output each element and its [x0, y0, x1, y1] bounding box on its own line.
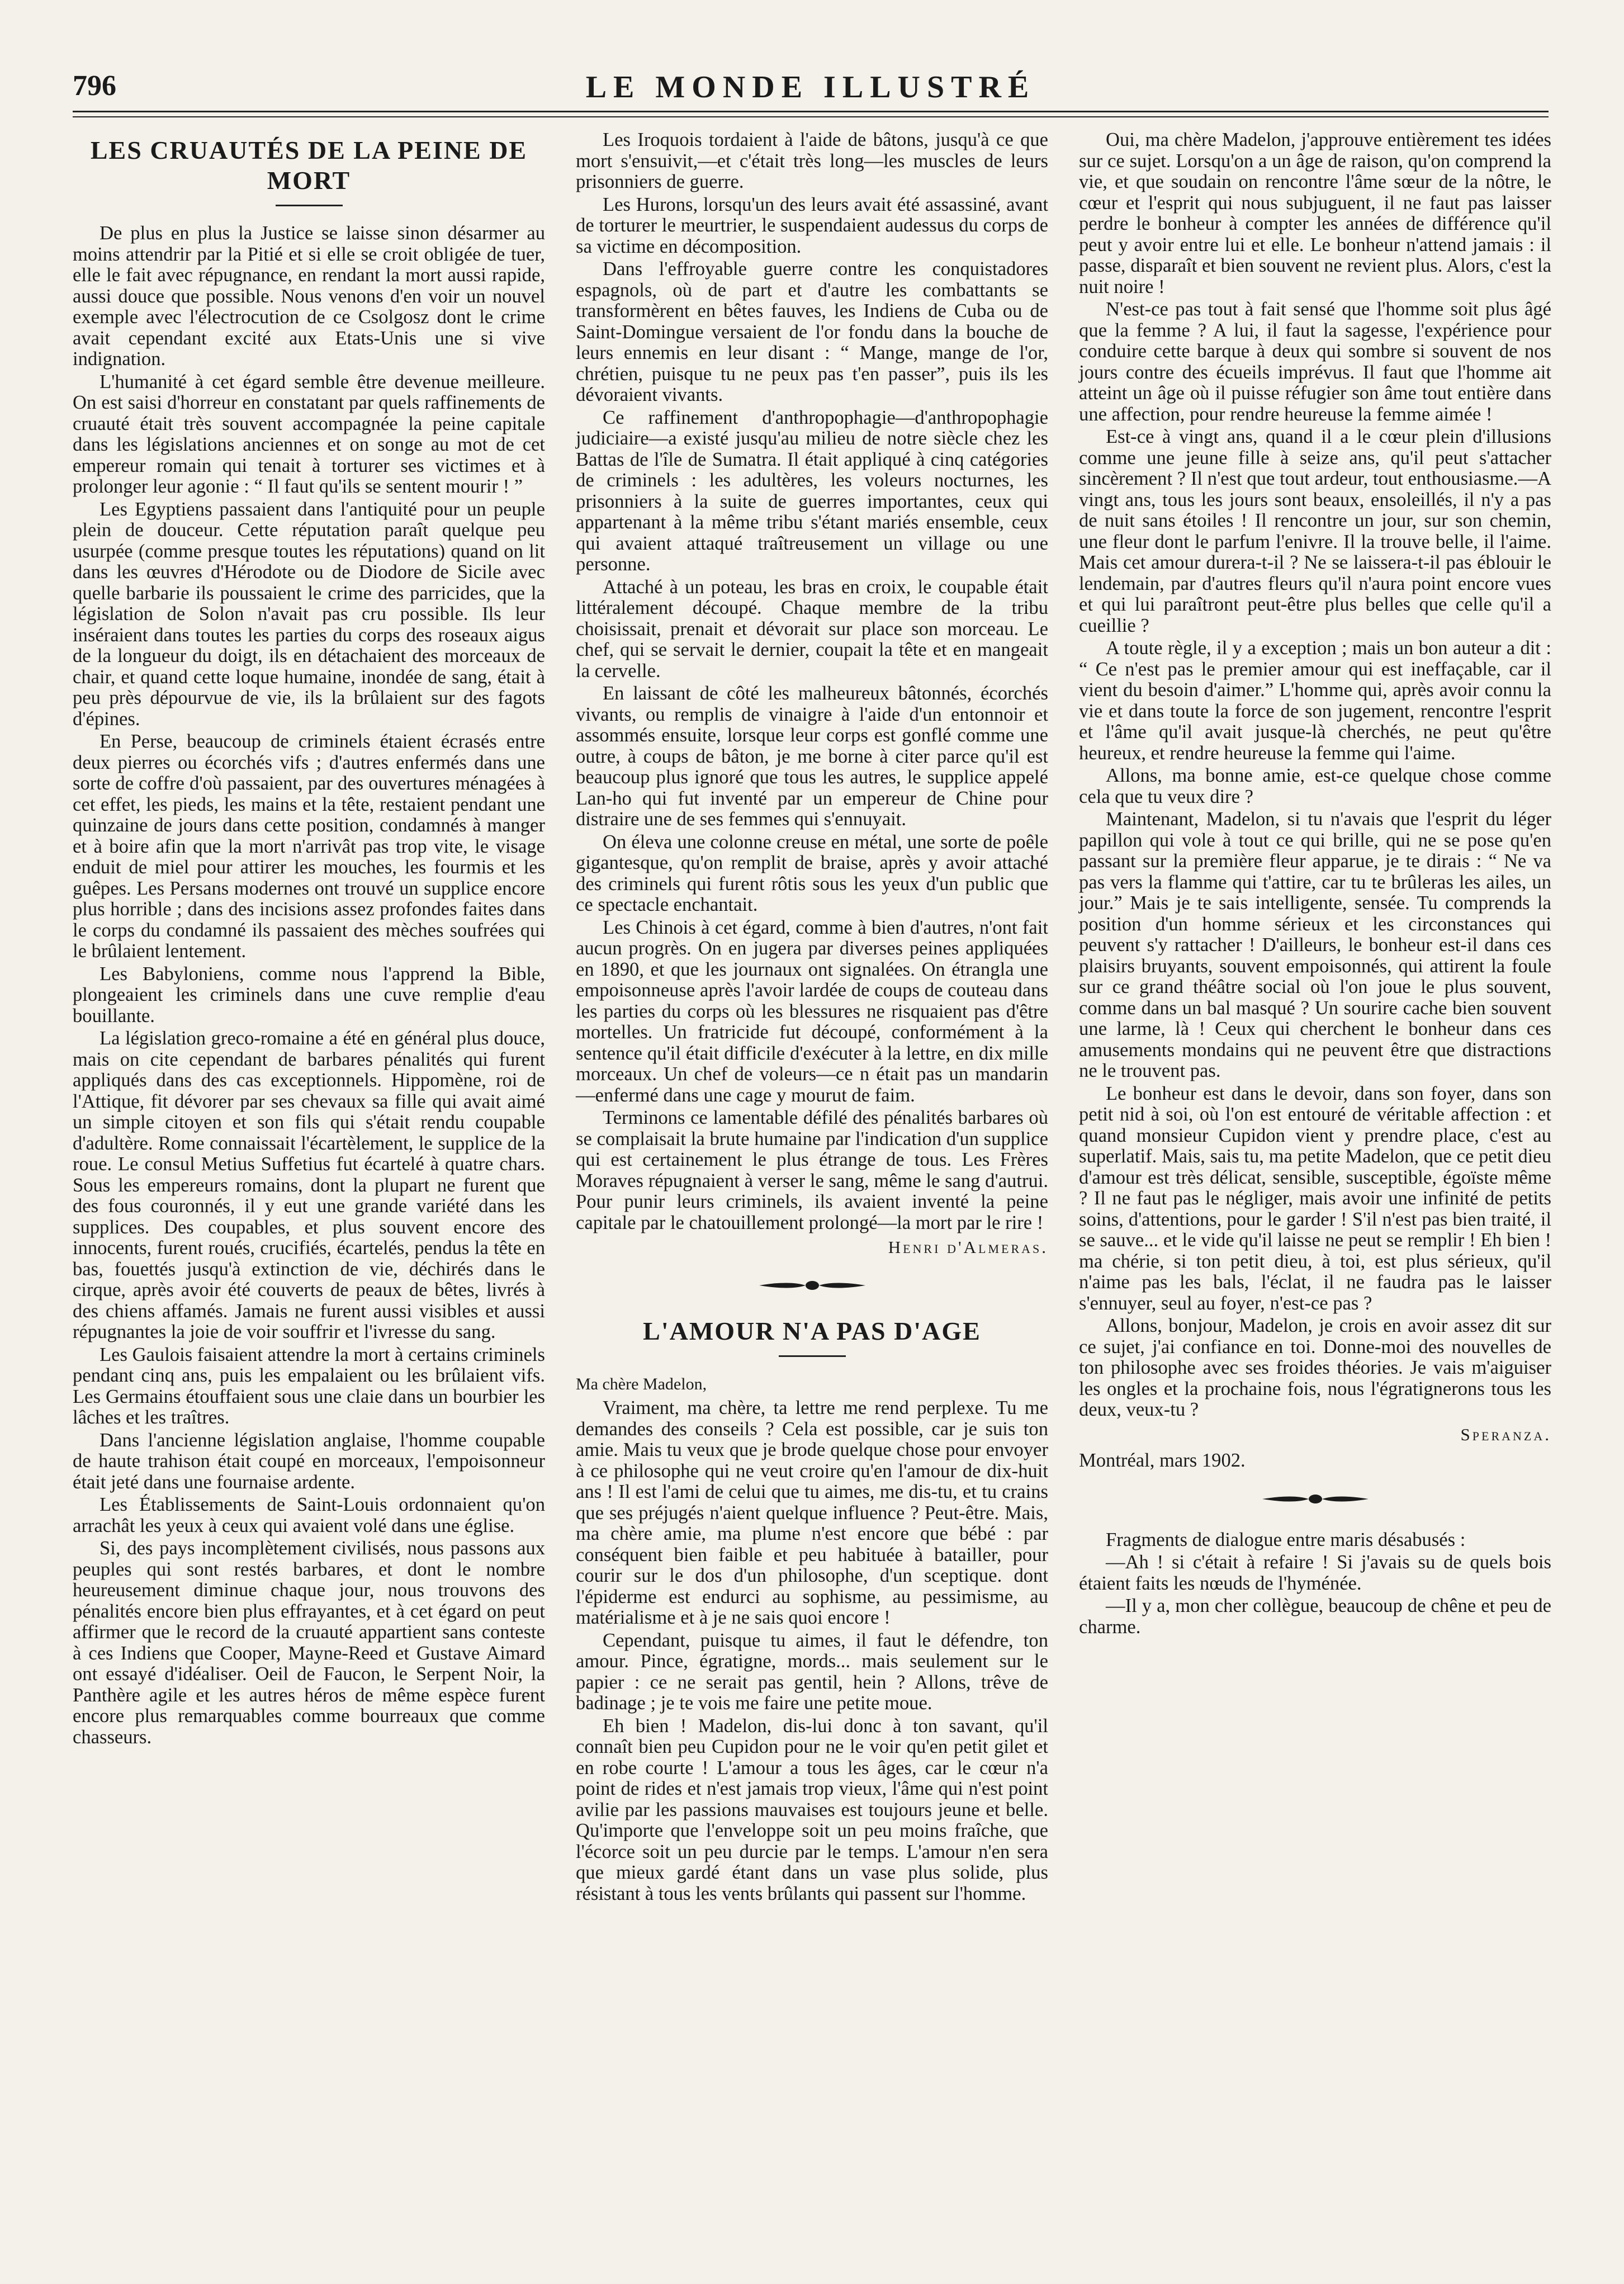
paragraph: Fragments de dialogue entre maris désabusés : — [1106, 1529, 1466, 1550]
column-1 — [73, 130, 545, 1749]
paragraph: —Il y a, mon cher collègue, beaucoup de chêne et peu de charme. — [1079, 1595, 1551, 1638]
title-rule — [276, 205, 343, 206]
paragraph: La législation greco-romaine a été en général plus douce, mais on cite cependant de barbares pénalités qui furent appliqués dans des cas exceptionnels. Hippomène, roi de l'Attique, fit dévorer par ses chevaux sa fille qui avait aimé un simple citoyen et son fils qui s'était rendu coupable d'adultère. Rome connaissait l'écartèlement, le supplice de la roue. Le consul Metius Suffetius fut écartelé à quatre chars. Sous les empereurs romains, dont la plupart ne furent que des fous couronnés, il y eut une grande variété dans les supplices. Des coupables, et plus souvent encore des innocents, furent roués, crucifiés, écartelés, pendus la tête en bas, fouettés jusqu'à extinction de vie, déchirés dans le cirque, après avoir été couverts de peaux de bêtes, livrés à des chiens affamés. Jamais ne furent aussi visibles et aussi répugnantes la joie de voir souffrir et l'ivresse du sang. — [73, 1028, 545, 1342]
paragraph: On éleva une colonne creuse en métal, une sorte de poêle gigantesque, qu'on remplit de braise, après y avoir attaché des criminels qui furent rôtis sous les yeux d'un public que ce spectacle enchantait. — [576, 831, 1048, 915]
paragraph: L'humanité à cet égard semble être devenue meilleure. On est saisi d'horreur en constatant par quels raffinements de cruauté était très souvent accompagnée la peine capitale dans les législations anciennes et on songe au mot de cet empereur romain qui tenait à torturer ses victimes et à prolonger leur agonie : “ Il faut qu'ils se sentent mourir ! ” — [73, 371, 545, 497]
paragraph: Le bonheur est dans le devoir, dans son foyer, dans son petit nid à soi, où l'on est entouré de véritable affection : et quand monsieur Cupidon vient y prendre place, c'est au superlatif. Mais, sais tu, ma petite Madelon, que ce petit dieu d'amour est très délicat, sensible, susceptible, égoïste même ? Il ne faut pas le négliger, mais avoir une infinité de petits soins, d'attentions, pour le garder ! S'il n'est pas bien traité, il se sauve... et le vide qu'il laisse ne peut se remplir ! Eh bien ! ma chérie, si ton petit dieu, à toi, est plus sérieux, qu'il n'aime pas les bals, l'éclat, il ne faudra pas le laisser s'ennuyer, seul au foyer, n'est-ce pas ? — [1079, 1082, 1551, 1314]
title-rule — [779, 1355, 846, 1357]
salutation: Ma chère Madelon, — [576, 1374, 707, 1393]
masthead: LE MONDE ILLUSTRÉ — [585, 70, 1036, 105]
paragraph: Les Egyptiens passaient dans l'antiquité pour un peuple plein de douceur. Cette réputation paraît quelque peu usurpée (comme presque toutes les réputations) quand on lit dans les œuvres d'Hérodote ou de Diodore de Sicile avec quelle barbarie ils poussaient le crime des parricides, que la législation de Solon n'avait pas cru possible. Ils leur inséraient dans toutes les parties du corps des roseaux aigus de la longueur du doigt, ils en détachaient des morceaux de chair, et quand cette loque humaine, inondée de sang, était à peu près dépourvue de vie, ils la brûlaient sur des fagots d'épines. — [73, 498, 545, 730]
column-2 — [576, 130, 1048, 1906]
paragraph: Vraiment, ma chère, ta lettre me rend perplexe. Tu me demandes des conseils ? Cela est possible, car je suis ton amie. Mais tu veux que je brode quelque chose pour envoyer à ce philosophe qui ne veut croire qu'en l'amour de dix-huit ans ! Il est l'ami de celui que tu aimes, me dis-tu, et tu crains que ses préjugés n'aient quelque influence ? Peut-être. Mais, ma chère amie, ma plume n'est encore que bébé : par conséquent bien faible et peu habituée à batailler, pour courir sur le dos d'un philosophe, d'un sceptique. dont l'épiderme est endurci au sophisme, au pessimisme, au matérialisme et à je ne sais quoi encore ! — [576, 1397, 1048, 1628]
paragraph: Les Babyloniens, comme nous l'apprend la Bible, plongeaient les criminels dans une cuve remplie d'eau bouillante. — [73, 963, 545, 1027]
paragraph: Les Établissements de Saint-Louis ordonnaient qu'on arrachât les yeux à ceux qui avaient volé dans une église. — [73, 1494, 545, 1536]
paragraph: Eh bien ! Madelon, dis-lui donc à ton savant, qu'il connaît bien peu Cupidon pour ne le voir qu'en petit gilet et en robe courte ! L'amour a tous les âges, car le cœur n'a point de rides et n'est jamais trop vieux, l'âme qui n'est point avilie par les passions mauvaises est toujours jeune et belle. Qu'importe que l'enveloppe soit un peu moins fraîche, que l'écorce soit un peu durcie par le temps. L'amour n'en sera que mieux gardé étant dans un vase plus solide, plus résistant à tous les vents brûlants qui passent sur l'homme. — [576, 1715, 1048, 1904]
paragraph: N'est-ce pas tout à fait sensé que l'homme soit plus âgé que la femme ? A lui, il faut la sagesse, l'expérience pour conduire cette barque à deux qui sombre si souvent de nos jours contre des écueils imprévus. Il faut que l'homme ait atteint un âge où il puisse réfugier son âme tout entière dans une affection, pour rendre heureuse la femme aimée ! — [1079, 299, 1551, 425]
paragraph: Cependant, puisque tu aimes, il faut le défendre, ton amour. Pince, égratigne, mords... mais seulement sur le papier : ce ne serait pas gentil, hein ? Allons, trêve de badinage ; je te vois me faire une petite moue. — [576, 1629, 1048, 1714]
header-rule — [73, 116, 1549, 117]
paragraph: Dans l'ancienne législation anglaise, l'homme coupable de haute trahison était coupé en morceaux, l'empoisonneur était jeté dans une fournaise ardente. — [73, 1429, 545, 1493]
paragraph: Si, des pays incomplètement civilisés, nous passons aux peuples qui sont restés barbares, et dont le nombre heureusement diminue chaque jour, nous trouvons des pénalités encore bien plus effrayantes, et à cet égard on peut affirmer que le record de la cruauté appartient sans conteste à ces Indiens que Cooper, Mayne-Reed et Gustave Aimard ont essayé d'idéaliser. Oeil de Faucon, le Serpent Noir, la Panthère agile et les autres héros de même espèce furent encore plus remarquables comme bourreaux que comme chasseurs. — [73, 1538, 545, 1748]
paragraph: Dans l'effroyable guerre contre les conquistadores espagnols, où de part et d'autre les combattants se transformèrent en bêtes fauves, les Indiens de Cuba ou de Saint-Domingue versaient de l'or fondu dans la bouche de leurs ennemis en leur disant : “ Mange, mange de l'or, chrétien, puisque tu ne peux pas t'en passer”, puis ils les dévoraient vivants. — [576, 258, 1048, 405]
paragraph: Attaché à un poteau, les bras en croix, le coupable était littéralement découpé. Chaque membre de la tribu choisissait, prenait et dévorait sur place son morceau. Le chef, qui se servait le dernier, coupait la tête et en mangeait la cervelle. — [576, 576, 1048, 682]
paragraph: Ce raffinement d'anthropophagie—d'anthropophagie judiciaire—a existé jusqu'au milieu de notre siècle chez les Battas de l'île de Sumatra. Il était appliqué à cinq catégories de criminels : les adultères, les voleurs nocturnes, les prisonniers à la suite de guerres importantes, ceux qui appartenant à la même tribu s'étant mariés ensemble, ceux qui avaient attaqué traîtreusement un village ou une personne. — [576, 406, 1048, 575]
paragraph: Les Chinois à cet égard, comme à bien d'autres, n'ont fait aucun progrès. On en jugera par diverses peines appliquées en 1890, et que les journaux ont signalées. On étrangla une empoisonneuse après l'avoir lardée de coups de couteau dans les parties du corps où les blessures ne risquaient pas d'être mortelles. Un fratricide fut découpé, conformément à la sentence qu'il était difficile d'exécuter à la lettre, en dix mille morceaux. Un chef de voleurs—ce n était pas un mandarin—enfermé dans une cage y mourut de faim. — [576, 916, 1048, 1106]
header-rule — [73, 111, 1549, 112]
article-title: LES CRUAUTÉS DE LA PEINE DE MORT — [90, 136, 528, 195]
byline: Speranza. — [1460, 1424, 1551, 1444]
column-3 — [1079, 130, 1551, 1639]
ornament-divider — [576, 1277, 1048, 1297]
paragraph: En Perse, beaucoup de criminels étaient écrasés entre deux pierres ou écorchés vifs ; d'autres enfermés dans une sorte de coffre d'où passaient, par des ouvertures ménagées à cet effet, les pieds, les mains et la tête, restaient pendant une quinzaine de jours dans cette position, condamnés à manger et à boire afin que la mort n'arrivât pas trop vite, le visage enduit de miel pour attirer les mouches, les fourmis et les guêpes. Les Persans modernes ont trouvé un supplice encore plus horrible ; dans des incisions assez profondes faites dans le corps du condamné ils passaient des mèches soufrées qui le brûlaient lentement. — [73, 731, 545, 962]
page-header — [73, 66, 1549, 116]
paragraph: Les Gaulois faisaient attendre la mort à certains criminels pendant cinq ans, puis les empalaient ou les brûlaient vifs. Les Germains étouffaient sous une claie dans un bourbier les lâches et les traîtres. — [73, 1344, 545, 1428]
paragraph: Maintenant, Madelon, si tu n'avais que l'esprit du léger papillon qui vole à tout ce qui brille, qui ne se pose qu'en passant sur la première fleur apparue, je te dirais : “ Ne va pas vers la flamme qui t'attire, car tu te brûleras les ailes, un jour.” Mais je te sais intelligente, sensée. Tu comprends la position d'un homme sérieux et les circonstances qui peuvent s'y rattacher ! D'ailleurs, le bonheur est-il dans ces plaisirs bruyants, souvent empoisonnés, qui attirent la foule sur ce grand théâtre social où l'on joue le plus souvent, comme dans un bal masqué ? Un sourire cache bien souvent une larme, là ! Ceux qui cherchent le bonheur dans ces amusements mondains qui ne peuvent être que distractions ne le trouvent pas. — [1079, 808, 1551, 1081]
paragraph: Allons, ma bonne amie, est-ce quelque chose comme cela que tu veux dire ? — [1079, 765, 1551, 807]
article-title: L'AMOUR N'A PAS D'AGE — [643, 1316, 981, 1345]
paragraph: Allons, bonjour, Madelon, je crois en avoir assez dit sur ce sujet, j'ai confiance en toi. Donne-moi des nouvelles de ton philosophe avec ses froides théories. Je vais m'aiguiser les ongles et la prochaine fois, nous l'égratignerons tous les deux, veux-tu ? — [1079, 1315, 1551, 1420]
paragraph: De plus en plus la Justice se laisse sinon désarmer au moins attendrir par la Pitié et si elle se croit obligée de tuer, elle le fait avec répugnance, en rendant la mort aussi rapide, aussi douce que possible. Nous venons d'en voir un nouvel exemple avec l'électrocution de ce Csolgosz dont le crime avait cependant excité aux Etats-Unis une si vive indignation. — [73, 223, 545, 370]
paragraph: En laissant de côté les malheureux bâtonnés, écorchés vivants, ou remplis de vinaigre à l'aide d'un entonnoir et assommés ensuite, lorsque leur corps est gonflé comme une outre, à coups de bâton, je me borne à citer parce qu'il est beaucoup plus ignoré que tous les autres, le supplice appelé Lan-ho qui fut inventé par un empereur de Chine pour distraire une de ses femmes qui s'ennuyait. — [576, 683, 1048, 830]
paragraph: Oui, ma chère Madelon, j'approuve entièrement tes idées sur ce sujet. Lorsqu'on a un âge de raison, qu'on comprend la vie, et que soudain on rencontre l'âme sœur de la nôtre, le cœur et l'esprit qui nous subjuguent, il ne faut pas laisser perdre le bonheur à compter les années de différence qu'il peut y avoir entre lui et elle. Le bonheur n'attend jamais : il passe, disparaît et bien souvent ne revient plus. Alors, c'est la nuit noire ! — [1079, 129, 1551, 297]
page-number: 796 — [73, 70, 116, 102]
paragraph: Les Iroquois tordaient à l'aide de bâtons, jusqu'à ce que mort s'ensuivit,—et c'était très long—les muscles de leurs prisonniers de guerre. — [576, 129, 1048, 192]
paragraph: Est-ce à vingt ans, quand il a le cœur plein d'illusions comme une jeune fille à seize ans, qu'il peut s'attacher sincèrement ? Il n'est que tout ardeur, tout enthousiasme.—A vingt ans, tous les jours sont beaux, ensoleillés, il n'y a pas de nuit sans étoiles ! Il rencontre un jour, sur son chemin, une fleur dont le parfum l'enivre. Il la trouve belle, il l'aime. Mais cet amour durera-t-il ? Ne se laissera-t-il pas éblouir le lendemain, par d'autres fleurs qu'il n'aura point encore vues et qui lui paraîtront peut-être plus belles que celle qu'il a cueillie ? — [1079, 426, 1551, 636]
paragraph: Les Hurons, lorsqu'un des leurs avait été assassiné, avant de torturer le meurtrier, le suspendaient audessus du corps de sa victime en décomposition. — [576, 193, 1048, 257]
paragraph: —Ah ! si c'était à refaire ! Si j'avais su de quels bois étaient faits les nœuds de l'hyménée. — [1079, 1552, 1551, 1594]
paragraph: A toute règle, il y a exception ; mais un bon auteur a dit : “ Ce n'est pas le premier amour qui est ineffaçable, car il vient du besoin d'aimer.” L'homme qui, après avoir connu la vie et dans toute la force de son jugement, rencontre l'esprit et l'âme qu'il avait jusque-là cherchés, ne peut qu'être heureux, et rendre heureuse la femme qui l'aime. — [1079, 637, 1551, 764]
ornament-divider — [1079, 1491, 1551, 1511]
byline: Henri d'Almeras. — [888, 1237, 1048, 1257]
dateline: Montréal, mars 1902. — [1079, 1450, 1246, 1471]
paragraph: Terminons ce lamentable défilé des pénalités barbares où se complaisait la brute humaine par l'indication d'un supplice qui est certainement le plus étrange de tous. Les Frères Moraves répugnaient à verser le sang, même le sang d'autrui. Pour punir leurs criminels, ils avaient inventé la peine capitale par le chatouillement prolongé—la mort par le rire ! — [576, 1107, 1048, 1233]
